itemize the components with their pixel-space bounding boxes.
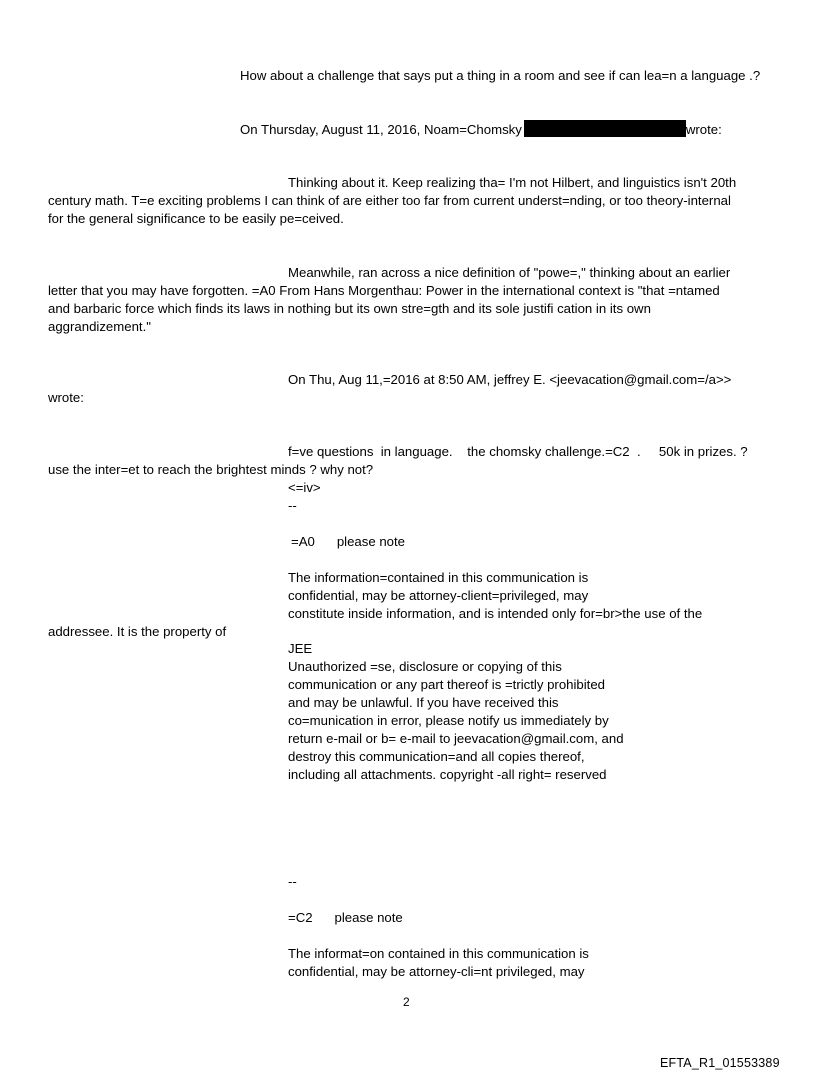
document-reference-id: EFTA_R1_01553389	[660, 1056, 780, 1070]
email-line: wrote:	[48, 390, 84, 405]
disclaimer-line: constitute inside information, and is intended only for=br>the use of the	[288, 606, 703, 621]
email-line: =A0 please note	[291, 534, 406, 549]
disclaimer-line: communication or any part thereof is =trictly prohibited	[288, 677, 606, 692]
disclaimer-line: return e-mail or b= e-mail to jeevacation@gmail.com, and	[288, 731, 624, 746]
disclaimer-line: The informat=on contained in this communication is	[288, 946, 589, 961]
email-line: and barbaric force which finds its laws in nothing but its own stre=gth and its sole justifi cation in its own	[48, 301, 651, 316]
email-line: =C2 please note	[288, 910, 403, 925]
email-line: Thinking about it. Keep realizing tha= I'm not Hilbert, and linguistics isn't 20th	[288, 175, 737, 190]
email-line: wrote:	[685, 122, 722, 137]
disclaimer-line: destroy this communication=and all copies thereof,	[288, 749, 585, 764]
disclaimer-line: confidential, may be attorney-cli=nt privileged, may	[288, 964, 585, 979]
disclaimer-line: The information=contained in this communication is	[288, 570, 589, 585]
email-line: Meanwhile, ran across a nice definition of "powe=," thinking about an earlier	[288, 265, 731, 280]
email-line: use the inter=et to reach the brightest minds ? why not?	[48, 462, 374, 477]
email-line: --	[288, 498, 297, 513]
disclaimer-line: confidential, may be attorney-client=privileged, may	[288, 588, 589, 603]
disclaimer-line: JEE	[288, 641, 313, 656]
email-line: for the general significance to be easily pe=ceived.	[48, 211, 344, 226]
email-line: On Thu, Aug 11,=2016 at 8:50 AM, jeffrey E. <jeevacation@gmail.com=/a>>	[288, 372, 732, 387]
disclaimer-line: addressee. It is the property of	[48, 624, 227, 639]
email-line: On Thursday, August 11, 2016, Noam=Chomsky	[240, 122, 522, 137]
email-line: <=iv>	[288, 480, 321, 495]
email-line: How about a challenge that says put a thing in a room and see if can lea=n a language .?	[240, 68, 761, 83]
email-line: letter that you may have forgotten. =A0 From Hans Morgenthau: Power in the international context is "that =ntamed	[48, 283, 720, 298]
disclaimer-line: Unauthorized =se, disclosure or copying of this	[288, 659, 562, 674]
email-line: --	[288, 874, 297, 889]
email-line: century math. T=e exciting problems I can think of are either too far from current underst=nding, or too theory-internal	[48, 193, 731, 208]
email-line: aggrandizement."	[48, 319, 151, 334]
disclaimer-line: and may be unlawful. If you have received this	[288, 695, 559, 710]
disclaimer-line: co=munication in error, please notify us immediately by	[288, 713, 609, 728]
email-quote-header	[240, 120, 722, 139]
disclaimer-line: including all attachments. copyright -all right= reserved	[288, 767, 607, 782]
redaction-block	[524, 120, 686, 137]
page-number: 2	[403, 995, 410, 1009]
email-line: f=ve questions in language. the chomsky challenge.=C2 . 50k in prizes. ?	[288, 444, 748, 459]
